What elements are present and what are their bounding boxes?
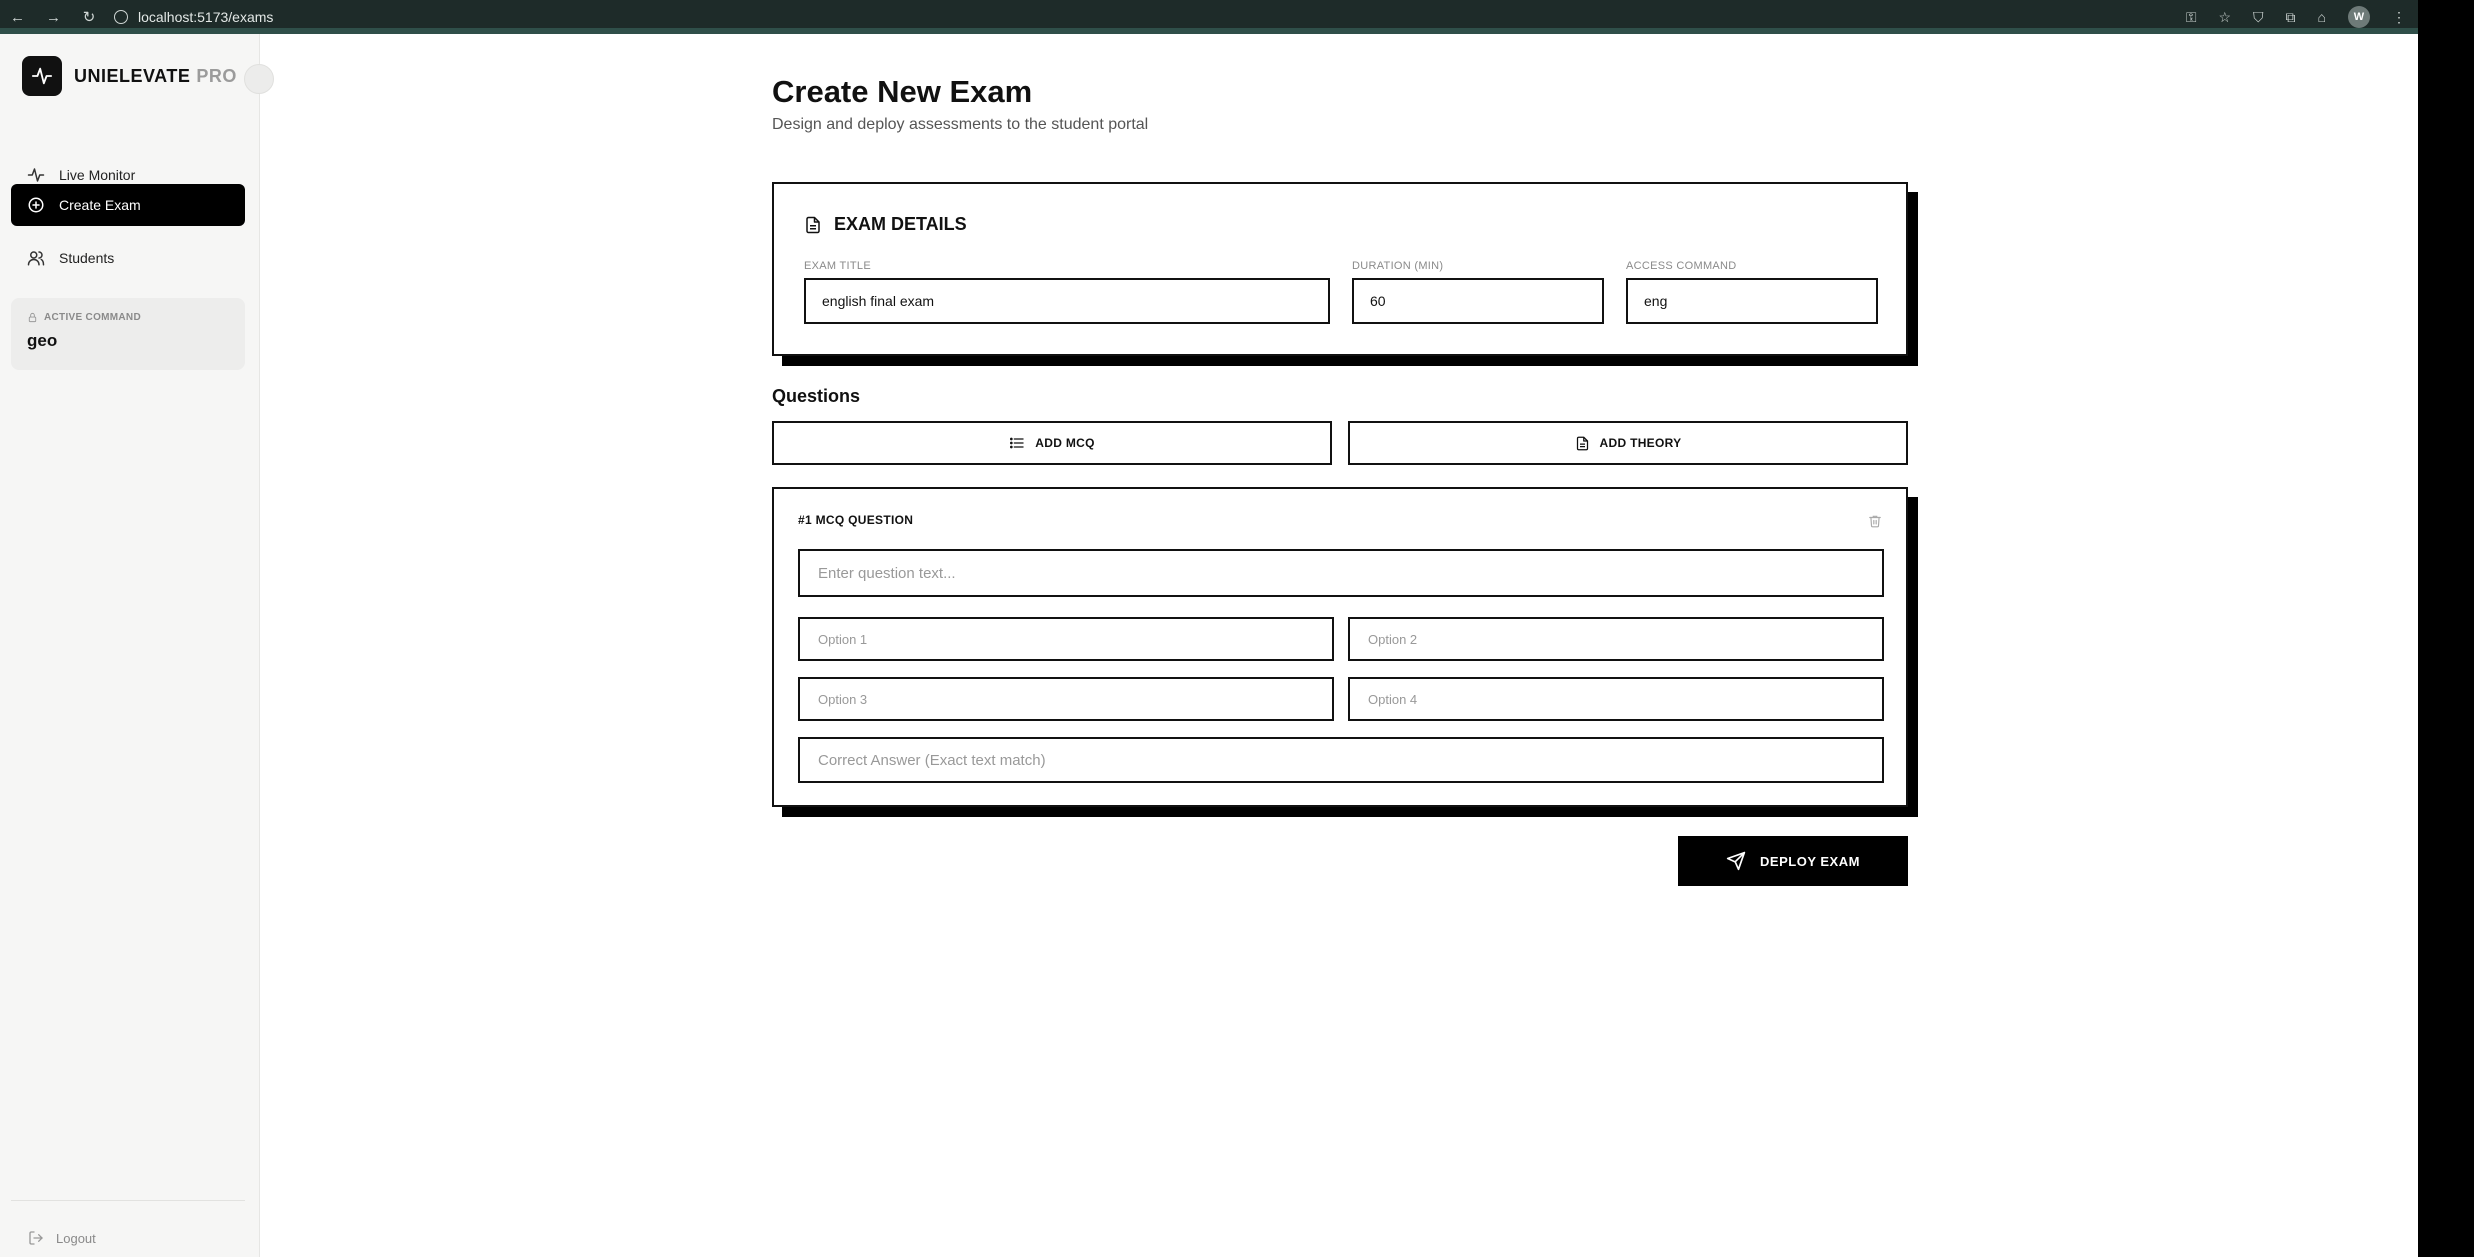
exam-title-label: EXAM TITLE (804, 260, 871, 272)
address-bar[interactable] (114, 9, 273, 25)
screen-edge (2418, 0, 2474, 1257)
pulse-logo-icon (22, 56, 62, 96)
active-command-label: ACTIVE COMMAND (44, 312, 141, 323)
brand[interactable] (22, 56, 237, 96)
logout-button[interactable] (28, 1230, 96, 1246)
extensions-icon[interactable]: ⧉ (2285, 8, 2296, 25)
access-command-label: ACCESS COMMAND (1626, 260, 1737, 272)
back-icon[interactable]: ← (10, 8, 25, 26)
add-mcq-button[interactable] (772, 421, 1332, 465)
url-text: localhost:5173/exams (138, 9, 274, 25)
reload-icon[interactable]: ↻ (82, 9, 96, 26)
duration-field[interactable]: 60 (1352, 278, 1604, 324)
sidebar (0, 34, 260, 1257)
site-info-icon[interactable] (114, 10, 128, 24)
exam-title-field[interactable]: english final exam (804, 278, 1330, 324)
profile-avatar[interactable]: W (2348, 6, 2370, 28)
incognito-icon[interactable]: ⌂ (2317, 9, 2326, 25)
mcq-question-card (772, 487, 1908, 807)
sidebar-item-create-exam[interactable] (11, 184, 245, 226)
sidebar-collapse-button[interactable] (244, 64, 274, 94)
active-command-label-row (27, 312, 229, 323)
document-icon (804, 215, 822, 235)
trash-icon[interactable] (1868, 513, 1882, 534)
list-icon (1009, 435, 1025, 451)
question-text-input[interactable]: Enter question text... (798, 549, 1884, 597)
brand-name: UNIELEVATE (74, 65, 191, 86)
page-title: Create New Exam (772, 74, 1033, 109)
add-mcq-label: ADD MCQ (1035, 436, 1095, 450)
menu-dots-icon[interactable]: ⋮ (2392, 8, 2406, 25)
deploy-exam-button[interactable] (1678, 836, 1908, 886)
deploy-label: DEPLOY EXAM (1760, 853, 1860, 869)
star-icon[interactable]: ☆ (2218, 8, 2232, 25)
chrome-accent-bar (0, 28, 2418, 34)
option-3-input[interactable]: Option 3 (798, 677, 1334, 721)
sidebar-divider (11, 1200, 245, 1201)
page-subtitle: Design and deploy assessments to the student portal (772, 116, 1149, 133)
access-command-field[interactable]: eng (1626, 278, 1878, 324)
option-2-input[interactable]: Option 2 (1348, 617, 1884, 661)
lock-icon (27, 312, 38, 323)
option-4-input[interactable]: Option 4 (1348, 677, 1884, 721)
sidebar-item-students[interactable] (11, 237, 245, 279)
plus-circle-icon (27, 196, 45, 214)
activity-icon (27, 166, 45, 184)
duration-label: DURATION (MIN) (1352, 260, 1444, 272)
exam-details-card (772, 182, 1908, 356)
forward-icon[interactable]: → (46, 8, 61, 26)
active-command-panel (11, 298, 245, 370)
exam-details-header (804, 214, 967, 235)
sidebar-item-label: Live Monitor (59, 167, 136, 183)
key-icon[interactable]: ⚿ (2185, 8, 2197, 25)
questions-heading: Questions (772, 386, 861, 406)
shield-icon[interactable]: ⛉ (2253, 8, 2264, 25)
correct-answer-input[interactable]: Correct Answer (Exact text match) (798, 737, 1884, 783)
active-command-value: geo (27, 331, 58, 350)
brand-suffix: PRO (196, 65, 237, 86)
add-theory-label: ADD THEORY (1599, 436, 1682, 450)
send-icon (1726, 851, 1746, 871)
logout-icon (28, 1230, 44, 1246)
add-theory-button[interactable] (1348, 421, 1908, 465)
sidebar-item-label: Create Exam (59, 197, 141, 213)
logout-label: Logout (56, 1230, 96, 1246)
option-1-input[interactable]: Option 1 (798, 617, 1334, 661)
document-icon (1575, 435, 1590, 452)
exam-details-title: EXAM DETAILS (834, 214, 967, 234)
sidebar-item-label: Students (59, 250, 115, 266)
users-icon (27, 249, 45, 267)
browser-nav (0, 8, 96, 26)
question-header: #1 MCQ QUESTION (798, 513, 914, 527)
